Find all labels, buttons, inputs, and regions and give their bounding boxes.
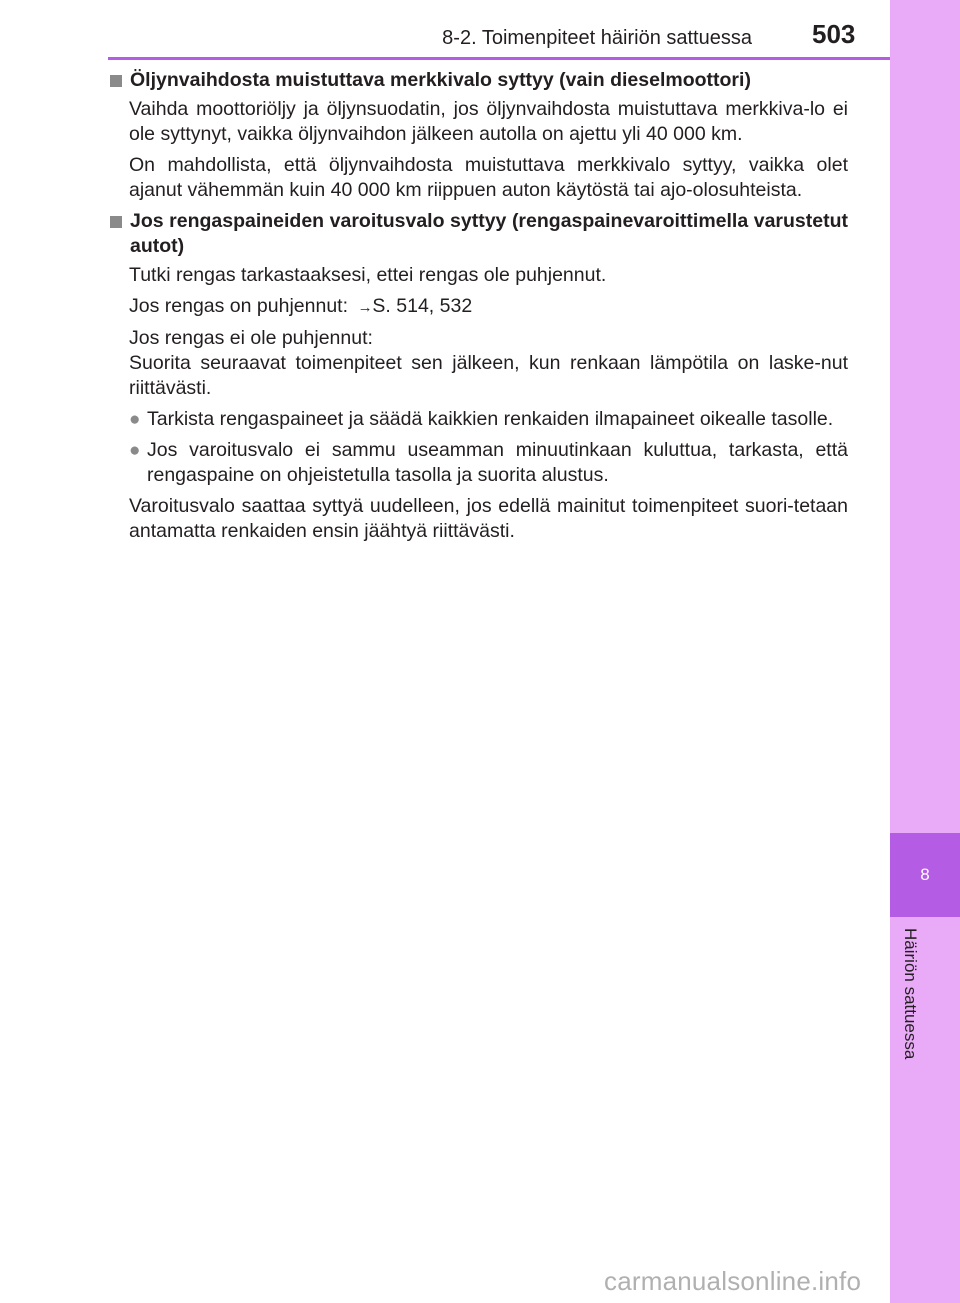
- list-item: [110, 438, 848, 488]
- oil-change-paragraph-1: Vaihda moottoriöljy ja öljynsuodatin, jos öljynvaihdosta muistuttava merkkiva-lo ei ole syttynyt, vaikka öljynvaihdon jälkeen autolla on ajettu yli 40 000 km.: [129, 98, 848, 145]
- tire-not-punctured-line-2: Suorita seuraavat toimenpiteet sen jälkeen, kun renkaan lämpötila on laske-nut riittävästi.: [129, 352, 848, 399]
- bullet-adjust-pressure-text: Tarkista rengaspaineet ja säädä kaikkien renkaiden ilmapaineet oikealle tasolle.: [147, 408, 834, 430]
- tire-punctured-text: Jos rengas on puhjennut:: [129, 295, 348, 317]
- page-reference-link[interactable]: S. 514, 532: [372, 295, 473, 317]
- tire-pressure-section: [110, 209, 848, 544]
- tire-punctured-paragraph: [110, 294, 848, 320]
- page-reference-arrow-icon: →: [353, 299, 373, 316]
- chapter-label: Häiriön sattuessa: [901, 928, 920, 1060]
- round-bullet-icon: ●: [129, 440, 141, 461]
- tire-not-punctured-line-1: Jos rengas ei ole puhjennut:: [129, 327, 373, 349]
- chapter-number: 8: [890, 833, 960, 917]
- header-divider: [108, 57, 890, 60]
- tire-check-paragraph: Tutki rengas tarkastaaksesi, ettei rengas ole puhjennut.: [129, 264, 607, 286]
- oil-change-section: [110, 68, 848, 203]
- tire-warning-note: Varoitusvalo saattaa syttyä uudelleen, jos edellä mainitut toimenpiteet suori-tetaan antamatta renkaiden ensin jäähtyä riittävästi.: [129, 495, 848, 542]
- square-bullet-icon: [110, 75, 122, 87]
- oil-change-heading-text: Öljynvaihdosta muistuttava merkkivalo syttyy (vain dieselmoottori): [130, 69, 751, 91]
- section-title: 8-2. Toimenpiteet häiriön sattuessa: [442, 27, 752, 49]
- page-number: 503: [812, 19, 856, 49]
- tire-pressure-heading-text: Jos rengaspaineiden varoitusvalo syttyy (rengaspainevaroittimella varustetut autot): [130, 210, 848, 257]
- page-content: [110, 68, 848, 550]
- tire-not-punctured-paragraph: [110, 326, 848, 401]
- chapter-side-tab: [890, 0, 960, 1303]
- square-bullet-icon: [110, 216, 122, 228]
- oil-change-heading: [110, 68, 848, 93]
- round-bullet-icon: ●: [129, 409, 141, 430]
- watermark: carmanualsonline.info: [604, 1266, 862, 1296]
- oil-change-paragraph-2: On mahdollista, että öljynvaihdosta muistuttava merkkivalo syttyy, vaikka olet ajanut vähemmän kuin 40 000 km riippuen auton käytöstä tai ajo-olosuhteista.: [129, 154, 848, 201]
- bullet-warning-light-text: Jos varoitusvalo ei sammu useamman minuutinkaan kuluttua, tarkasta, että rengaspaine on ohjeistetulla tasolla ja suorita alustus.: [147, 439, 848, 486]
- tire-pressure-heading: [110, 209, 848, 259]
- list-item: [110, 407, 848, 432]
